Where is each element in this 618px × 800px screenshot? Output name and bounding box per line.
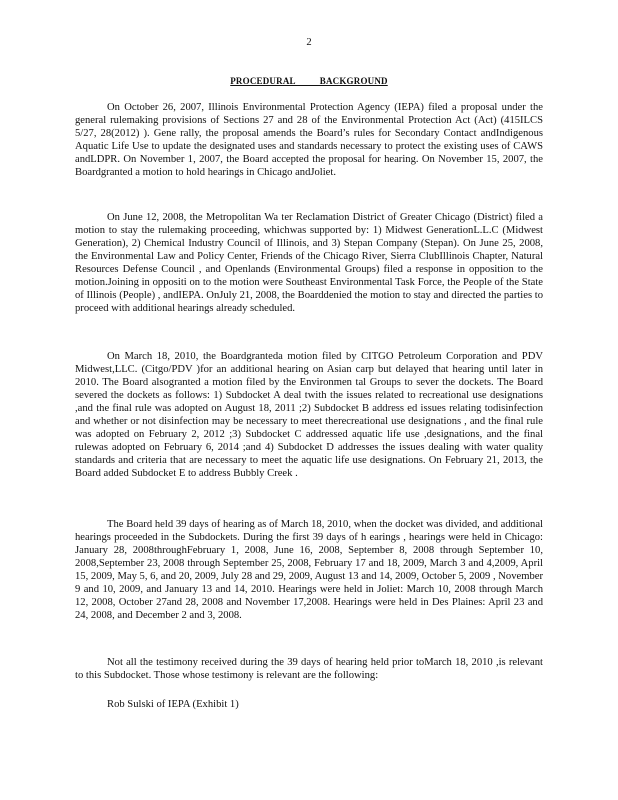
paragraph-5-text: Not all the testimony received during the 39 days of hearing held prior toMarch 18, 2010 ,is relevant to this Subdocket. Those whose testimony is relevant are the following: [75, 657, 543, 681]
paragraph-4-text: The Board held 39 days of hearing as of March 18, 2010, when the docket was divided, and additional hearings proceeded in the Subdockets. During the first 39 days of h earings , hearings were held in Chicago: January 28, 2008throughFebruary 1, 2008, June 16, 2008, September 8, 2008 through September 10, 2008,September 23, 2008 through September 25, 2008, February 17 and 18, 2009, March 3 and 4,2009, April 15, 2009, May 5, 6, and 20, 2009, July 28 and 29, 2009, August 13 and 14, 2009, October 5, 2009 , November 9 and 10, 2009, and January 13 and 14, 2010. Hearings were held in Joliet: March 10, 2008 through March 12, 2008, October 27and 28, 2008 and November 17,2008. Hearings were held in Des Plaines: April 23 and 24, 2008, and December 2 and 3, 2008. [75, 519, 543, 621]
paragraph-4 [75, 518, 543, 622]
paragraph-1-text: On October 26, 2007, Illinois Environmental Protection Agency (IEPA) filed a proposal under the general rulemaking provisions of Sections 27 and 28 of the Environmental Protection Act (Act) (415ILCS 5/27, 28(2012) ). Gene rally, the proposal amends the Board’s rules for Secondary Contact andIndigenous Aquatic Life Use to update the designated uses and standards necessary to protect the existing uses of CAWS andLDPR. On November 1, 2007, the Board accepted the proposal for hearing. On November 15, 2007, the Boardgranted a motion to hold hearings in Chicago andJoliet. [75, 102, 543, 178]
paragraph-3 [75, 350, 543, 480]
list-item: Rob Sulski of IEPA (Exhibit 1) [107, 699, 239, 710]
paragraph-3-text: On March 18, 2010, the Boardgranteda motion filed by CITGO Petroleum Corporation and PDV Midwest,LLC. (Citgo/PDV )for an additional hearing on Asian carp but delayed that hearing until later in 2010. The Board alsogranted a motion filed by the Environmen tal Groups to sever the dockets. The Board severed the dockets as follows: 1) Subdocket A deal twith the issues related to recreational use designations ,and the final rule was adopted on August 18, 2011 ;2) Subdocket B address ed issues relating todisinfection and whether or not disinfection may be necessary to meet therecreational use designations , and the final rule was adopted on February 2, 2012 ;3) Subdocket C addressed aquatic life use ,designations, and the final rulewas adopted on February 6, 2014 ;and 4) Subdocket D addresses the issues dealing with water quality standards and criteria that are necessary to meet the aquatic life use designations. On February 21, 2013, the Board added Subdocket E to address Bubbly Creek . [75, 351, 543, 479]
paragraph-5 [75, 656, 543, 682]
paragraph-2 [75, 211, 543, 315]
page-number: 2 [306, 37, 312, 48]
section-heading: PROCEDURAL BACKGROUND [230, 76, 388, 86]
paragraph-2-text: On June 12, 2008, the Metropolitan Wa ter Reclamation District of Greater Chicago (District) filed a motion to stay the rulemaking proceeding, whichwas supported by: 1) Midwest GenerationL.L.C (Midwest Generation), 2) Chemical Industry Council of Illinois, and 3) Stepan Company (Stepan). On June 25, 2008, the Environmental Law and Policy Center, Friends of the Chicago River, Sierra ClubIllinois Chapter, Natural Resources Defense Council , and Openlands (Environmental Groups) filed a response in opposition to the motion.Joining in oppositi on to the motion were Southeast Environmental Task Force, the People of the State of Illinois (People) , andIEPA. OnJuly 21, 2008, the Boarddenied the motion to stay and directed the parties to proceed with additional hearings already scheduled. [75, 212, 543, 314]
paragraph-1 [75, 101, 543, 179]
